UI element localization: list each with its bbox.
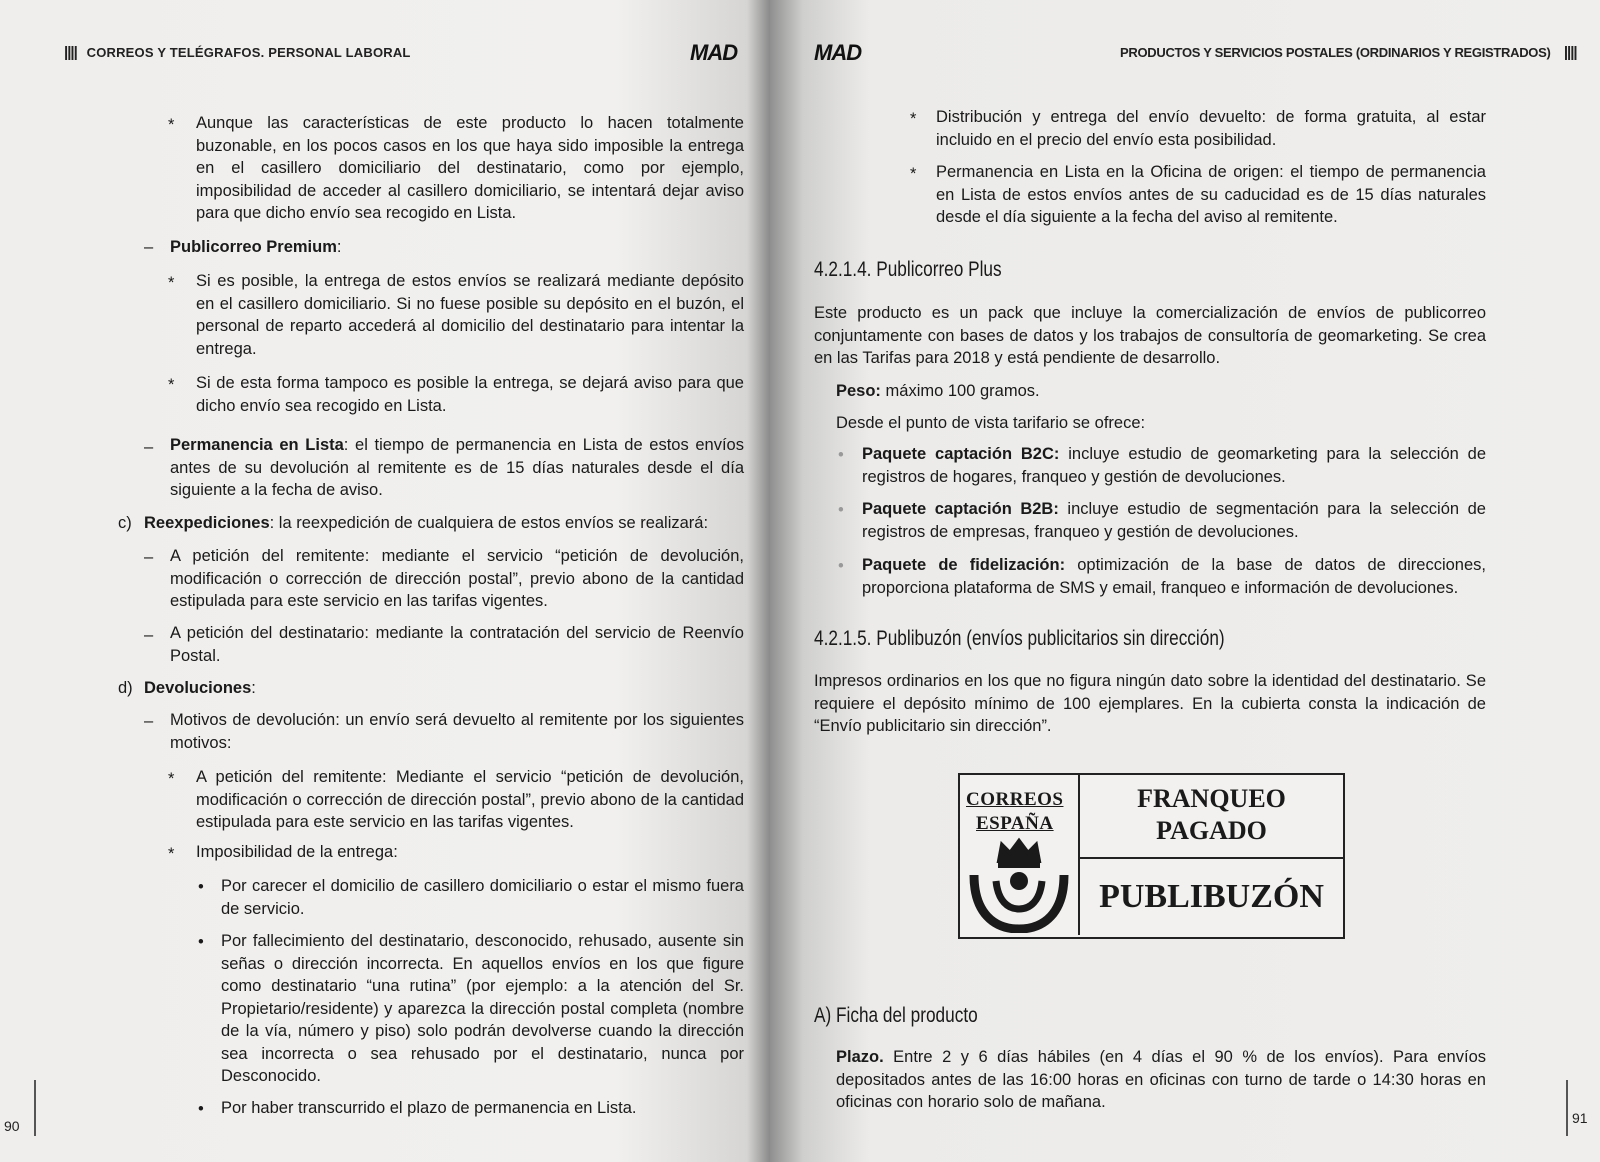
- page-number-left: 90: [4, 1118, 20, 1134]
- asterisk-marker: *: [168, 845, 175, 863]
- paragraph-imposibilidad: Imposibilidad de la entrega:: [196, 843, 398, 861]
- paragraph-plazo: [836, 1046, 1486, 1114]
- post-horn-crown-icon: [966, 835, 1072, 933]
- right-page: [770, 0, 1600, 1162]
- paquete-fidelizacion-text: optimización de la base de datos de direcciones, proporciona plataforma de SMS y email, franqueo e información de devoluciones.: [862, 556, 1486, 597]
- reexpediciones-title: Reexpediciones: [144, 514, 270, 532]
- section-heading-ficha: A) Ficha del producto: [814, 1004, 978, 1027]
- dash-marker: –: [144, 712, 154, 730]
- peso-line: [836, 380, 1040, 403]
- list-label-d: d): [118, 679, 133, 697]
- publibuzon-text: PUBLIBUZÓN: [1099, 878, 1324, 915]
- mad-logo: MAD: [814, 40, 862, 65]
- franqueo-text: FRANQUEO: [1137, 784, 1286, 813]
- paragraph-paquete-b2c: [862, 443, 1486, 488]
- page-number-right: 91: [1572, 1110, 1588, 1126]
- correos-logo-cell: [960, 775, 1080, 935]
- bullet-marker: •: [838, 446, 844, 464]
- asterisk-marker: *: [910, 165, 917, 183]
- paragraph-plazo-lista: Por haber transcurrido el plazo de permanencia en Lista.: [221, 1099, 637, 1117]
- paragraph-peticion-remitente: A petición del remitente: mediante el servicio “petición de devolución, modificación o corrección de dirección postal”, previo abono de la cantidad estipulada para este servicio en las tarifas vigentes.: [170, 547, 744, 610]
- right-running-header: [1120, 44, 1577, 61]
- list-label-c: c): [118, 514, 132, 532]
- franqueo-pagado-cell: [1080, 775, 1343, 859]
- bullet-marker: •: [198, 933, 204, 951]
- asterisk-marker: *: [168, 116, 175, 134]
- asterisk-marker: *: [168, 274, 175, 292]
- devoluciones-colon: :: [251, 679, 256, 697]
- paragraph-reexpediciones: [144, 512, 744, 535]
- left-running-header: [64, 44, 411, 61]
- header-bars: ||||: [64, 44, 77, 61]
- page-rule: [34, 1080, 36, 1136]
- devoluciones-heading: [144, 677, 256, 700]
- permanencia-text: : el tiempo de permanencia en Lista de estos envíos antes de su devolución al remitente es de 15 días naturales desde el día siguiente a la fecha de aviso.: [170, 436, 744, 499]
- premium-colon: :: [336, 238, 342, 256]
- dash-marker: –: [144, 238, 154, 256]
- paragraph-peticion-destinatario: A petición del destinatario: mediante la contratación del servicio de Reenvío Postal.: [170, 624, 744, 665]
- paquete-b2c-title: Paquete captación B2C:: [862, 445, 1060, 463]
- paquete-b2b-text: incluye estudio de segmentación para la selección de registros de empresas, franqueo y gestión de devoluciones.: [862, 500, 1486, 541]
- paragraph-paquete-b2b: [862, 498, 1486, 543]
- left-header-title: CORREOS Y TELÉGRAFOS. PERSONAL LABORAL: [86, 45, 411, 60]
- left-page: [0, 0, 770, 1162]
- peso-value: máximo 100 gramos.: [880, 382, 1040, 400]
- plazo-label: Plazo.: [836, 1048, 884, 1066]
- bullet-marker: •: [198, 1100, 204, 1118]
- espana-text: ESPAÑA: [976, 813, 1054, 834]
- paragraph-motivo-remitente: A petición del remitente: Mediante el servicio “petición de devolución, modificación o corrección de dirección postal”, previo abono de la cantidad estipulada para este servicio en las tarifas vigentes.: [196, 768, 744, 831]
- bullet-marker: •: [838, 501, 844, 519]
- right-header-title: PRODUCTOS Y SERVICIOS POSTALES (ORDINARIOS Y REGISTRADOS): [1120, 45, 1551, 60]
- paragraph-publibuzon-description: Impresos ordinarios en los que no figura ningún dato sobre la identidad del destinatario. Se requiere el depósito mínimo de 100 ejemplares. En la cubierta consta la indicación de “Envío publicitario sin dirección”.: [814, 672, 1486, 735]
- dash-marker: –: [144, 626, 154, 644]
- paquete-b2c-text: incluye estudio de geomarketing para la selección de registros de hogares, franqueo y gestión de devoluciones.: [862, 445, 1486, 486]
- paragraph-premium-aviso: Si de esta forma tampoco es posible la entrega, se dejará aviso para que dicho envío sea recogido en Lista.: [196, 374, 744, 415]
- paragraph-permanencia-origen: Permanencia en Lista en la Oficina de origen: el tiempo de permanencia en Lista de estos envíos antes de su caducidad es de 15 días naturales desde el día siguiente a la fecha del aviso al remitente.: [936, 163, 1486, 226]
- bullet-marker: •: [198, 878, 204, 896]
- page-rule: [1566, 1080, 1568, 1136]
- paragraph-motivos: Motivos de devolución: un envío será devuelto al remitente por los siguientes motivos:: [170, 711, 744, 752]
- devoluciones-title: Devoluciones: [144, 679, 252, 697]
- dash-marker: –: [144, 438, 154, 456]
- asterisk-marker: *: [910, 110, 917, 128]
- paragraph-sin-casillero: Por carecer el domicilio de casillero domiciliario o estar el mismo fuera de servicio.: [221, 877, 744, 918]
- paragraph-distribucion-devuelto: Distribución y entrega del envío devuelto: de forma gratuita, al estar incluido en el precio del envío esta posibilidad.: [936, 108, 1486, 149]
- paragraph-premium-deposito: Si es posible, la entrega de estos envíos se realizará mediante depósito en el casillero domiciliario. Si no fuese posible su depósito en el buzón, el personal de reparto accederá al domicilio del destinatario para intentar la entrega.: [196, 272, 744, 358]
- franqueo-pagado-stamp: [958, 773, 1345, 939]
- peso-label: Peso:: [836, 382, 881, 400]
- paragraph-paquete-fidelizacion: [862, 554, 1486, 599]
- premium-heading: [170, 236, 341, 259]
- asterisk-marker: *: [168, 376, 175, 394]
- paragraph-fallecimiento: Por fallecimiento del destinatario, desconocido, rehusado, ausente sin señas o dirección incorrecta. En aquellos envíos en los que figure como destinatario “una rutina” (por ejemplo: a la atención del Sr. Propietario/residente) y aparezca la dirección postal completa (nombre de la vía, número y piso) solo podrán devolverse cuando la dirección sea incorrecta o sea rehusado por el destinatario, nunca por Desconocido.: [221, 932, 744, 1085]
- section-heading-publibuzon: 4.2.1.5. Publibuzón (envíos publicitarios sin dirección): [814, 627, 1225, 650]
- paragraph-permanencia: [170, 434, 744, 502]
- correos-text: CORREOS: [966, 789, 1064, 810]
- header-bars: ||||: [1563, 44, 1577, 61]
- tarifa-intro: Desde el punto de vista tarifario se ofrece:: [836, 414, 1146, 432]
- asterisk-marker: *: [168, 770, 175, 788]
- paquete-b2b-title: Paquete captación B2B:: [862, 500, 1059, 518]
- paragraph-plus-description: Este producto es un pack que incluye la comercialización de envíos de publicorreo conjuntamente con bases de datos y los trabajos de consultoría de geomarketing. Se crea en las Tarifas para 2018 y está pendiente de desarrollo.: [814, 304, 1486, 367]
- bullet-marker: •: [838, 557, 844, 575]
- permanencia-title: Permanencia en Lista: [170, 436, 344, 454]
- dash-marker: –: [144, 548, 154, 566]
- mad-logo: MAD: [690, 40, 738, 65]
- section-heading-publicorreo-plus: 4.2.1.4. Publicorreo Plus: [814, 258, 1002, 281]
- reexpediciones-text: : la reexpedición de cualquiera de estos envíos se realizará:: [269, 514, 709, 532]
- paragraph-buzonable: Aunque las características de este producto lo hacen totalmente buzonable, en los pocos casos en los que haya sido imposible la entrega en el casillero domiciliario del destinatario, como por ejemplo, imposibilidad de acceder al casillero domiciliario, se intentará dejar aviso para que dicho envío sea recogido en Lista.: [196, 114, 744, 222]
- paquete-fidelizacion-title: Paquete de fidelización:: [862, 556, 1066, 574]
- premium-title: Publicorreo Premium: [170, 238, 337, 256]
- pagado-text: PAGADO: [1156, 816, 1267, 845]
- plazo-text: Entre 2 y 6 días hábiles (en 4 días el 90 % de los envíos). Para envíos depositados antes de las 16:00 horas en oficinas con turno de tarde o 14:30 horas en oficinas con horario solo de mañana.: [836, 1048, 1486, 1111]
